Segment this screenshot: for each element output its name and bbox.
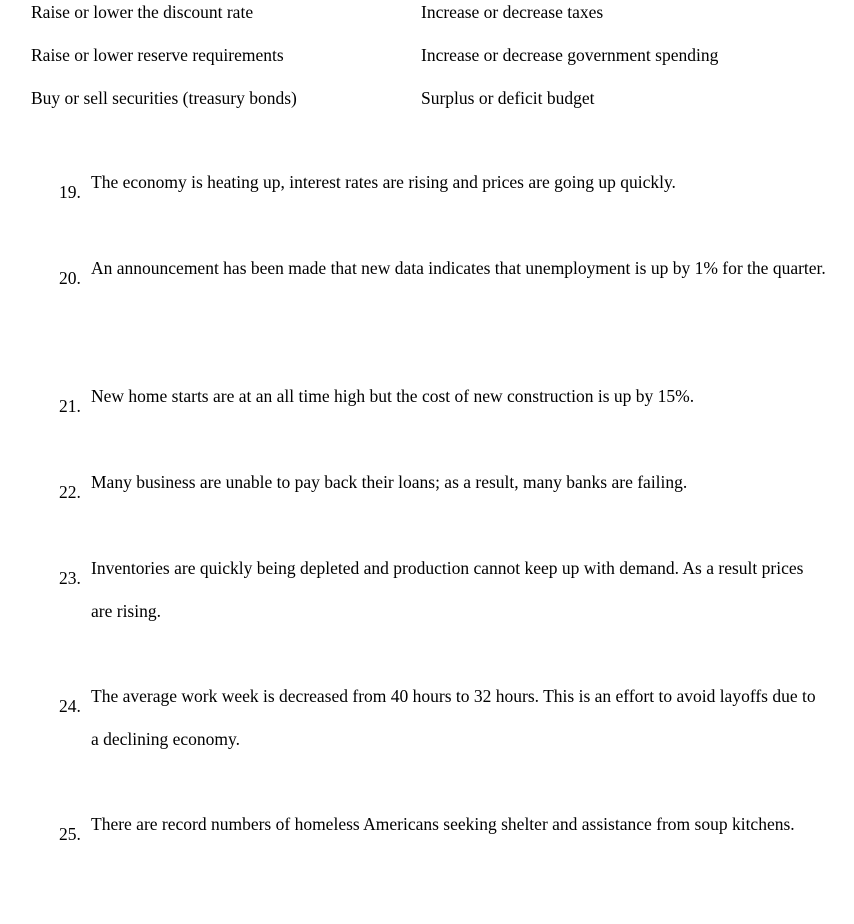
- question-text: Many business are unable to pay back their loans; as a result, many banks are failing.: [91, 472, 688, 492]
- question-text: The economy is heating up, interest rates are rising and prices are going up quickly.: [91, 172, 676, 192]
- policy-options-table: [31, 0, 831, 129]
- monetary-policy-option: Raise or lower reserve requirements: [31, 45, 284, 65]
- question-number: 21.: [59, 396, 81, 416]
- question-number: 22.: [59, 482, 81, 502]
- question-number: 25.: [59, 824, 81, 844]
- policy-row: [31, 43, 831, 86]
- fiscal-policy-option: Surplus or deficit budget: [421, 88, 595, 108]
- fiscal-policy-option: Increase or decrease government spending: [421, 45, 719, 65]
- question-number: 20.: [59, 268, 81, 288]
- fiscal-policy-option: Increase or decrease taxes: [421, 2, 604, 22]
- policy-row: [31, 86, 831, 129]
- question-number: 23.: [59, 568, 81, 588]
- monetary-policy-option: Raise or lower the discount rate: [31, 2, 254, 22]
- question-text: An announcement has been made that new data indicates that unemployment is up by 1% for the quarter.: [91, 258, 826, 278]
- question-number: 24.: [59, 696, 81, 716]
- question-number: 19.: [59, 182, 81, 202]
- question-text: There are record numbers of homeless Americans seeking shelter and assistance from soup kitchens.: [91, 814, 795, 834]
- policy-row: [31, 0, 831, 43]
- question-text: The average work week is decreased from 40 hours to 32 hours. This is an effort to avoid layoffs due to a declining economy.: [91, 686, 816, 749]
- question-text: Inventories are quickly being depleted and production cannot keep up with demand. As a result prices are rising.: [91, 558, 804, 621]
- question-text: New home starts are at an all time high but the cost of new construction is up by 15%.: [91, 386, 695, 406]
- monetary-policy-option: Buy or sell securities (treasury bonds): [31, 88, 297, 108]
